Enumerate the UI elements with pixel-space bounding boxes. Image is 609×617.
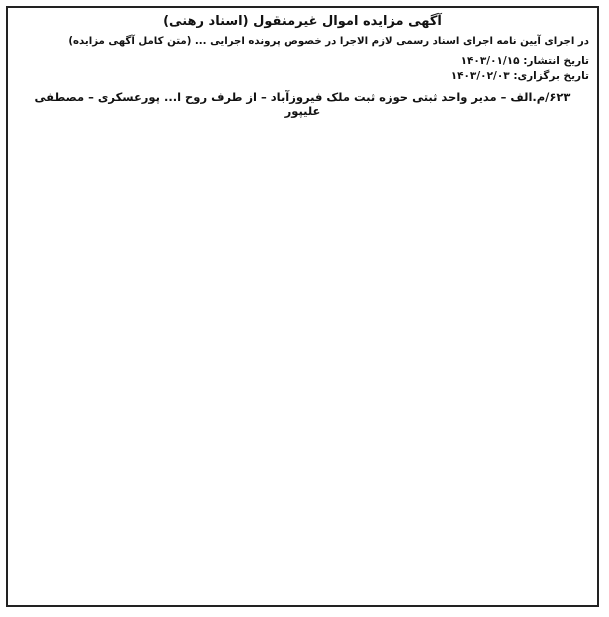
event-date-row <box>16 69 589 84</box>
notice-signature: ۶۲۳/م.الف – مدیر واحد ثبتی حوزه ثبت ملک فیروزآباد – از طرف روح ا... پورعسکری – مصطفی علیپور <box>34 89 571 118</box>
notice-dates <box>16 54 589 84</box>
event-date-value: ۱۴۰۳/۰۲/۰۳ <box>450 69 510 82</box>
publish-date-label: تاریخ انتشار: <box>523 54 589 67</box>
notice-title: آگهی مزایده اموال غیرمنقول (اسناد رهنی) <box>163 14 442 29</box>
event-date-label: تاریخ برگزاری: <box>513 69 589 82</box>
auction-notice <box>6 6 599 607</box>
publish-date-row <box>16 54 589 69</box>
publish-date-value: ۱۴۰۳/۰۱/۱۵ <box>460 54 520 67</box>
notice-body: در اجرای آیین نامه اجرای اسناد رسمی لازم الاجرا در خصوص پرونده اجرایی ... (متن کامل آگهی مزایده) <box>68 36 589 47</box>
